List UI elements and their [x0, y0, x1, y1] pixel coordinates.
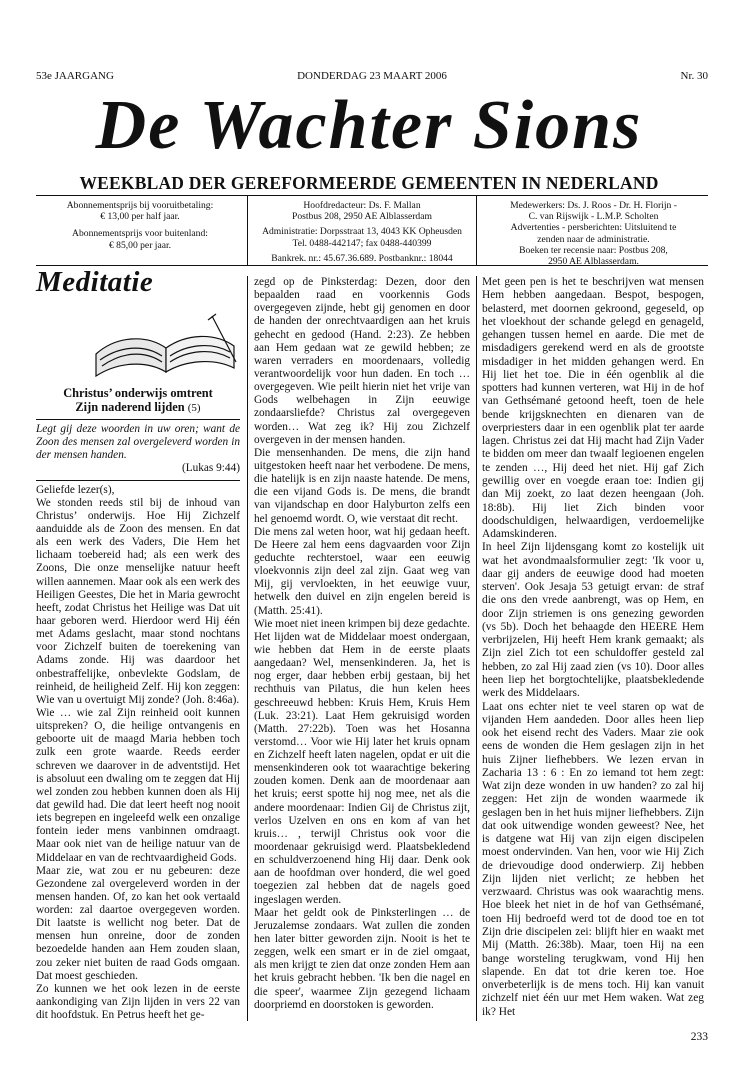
article-title — [36, 386, 240, 415]
contributors-line: zenden naar de administratie. — [537, 233, 650, 245]
article-title-line-2: Zijn naderend lijden — [75, 400, 185, 414]
contributors-line: Advertenties - persberichten: Uitsluitend te — [510, 222, 677, 234]
editor-line: Tel. 0488-442147; fax 0488-440399 — [292, 237, 432, 249]
column-divider-2 — [476, 276, 477, 1021]
column-divider-1 — [247, 276, 248, 1021]
article-part-number: (5) — [187, 402, 201, 414]
header-topline — [36, 70, 708, 84]
article-column-1 — [36, 266, 240, 1022]
contributors-line: 2950 AE Alblasserdam. — [548, 256, 639, 268]
editor-line: Bankrek. nr.: 45.67.36.689. Postbanknr.: 18044 — [271, 252, 453, 264]
title-rule — [36, 419, 240, 420]
article-paragraph: zegd op de Pinksterdag: Dezen, door den bepaalden raad en voorkennis Gods overgegeven zijnde, hebt gij genomen en door de handen der onrechtvaardigen aan het kruis gehecht en gedood (Hand. 2:23). Ze hebben aan Hem gedaan wat ze gewild hebben; ze waren verraders en moordenaars, volledig verantwoordelijk voor hun daden. En toch … overgegeven. Wie peilt hierin niet het vrije van Gods welbehagen in Zijn eeuwige zondaarsliefde? Christus zal overgegeven worden… Wat zeg ik? Hij zou Zichzelf overgeven in der mensen handen. — [254, 276, 470, 446]
article-paragraph: Zo kunnen we het ook lezen in de eerste aankondiging van Zijn lijden in vers 22 van dit hoofdstuk. En Petrus heeft het ge- — [36, 982, 240, 1022]
article-column-2 — [254, 276, 470, 1012]
subscription-line: € 85,00 per jaar. — [108, 239, 172, 251]
subscription-line: Abonnementsprijs bij vooruitbetaling: — [66, 200, 214, 211]
editor-info — [252, 200, 472, 264]
contributors-line: C. van Rijswijk - L.M.P. Scholten — [528, 211, 659, 223]
article-paragraph: Maar het geldt ook de Pinksterlingen … de Jeruzalemse zondaars. Wat zullen die zonden hen later bitter geworden zijn. Nooit is het te zeggen, welk een smart er in de ziel omgaat, als men krijgt te zien dat onze zonden Hem aan het kruis gebracht hebben. 'Ik ben die nagel en die speer', waarmee Zijn gezegend lichaam doorpriemd en doorstoken is geworden. — [254, 906, 470, 1011]
subscription-line: € 13,00 per half jaar. — [100, 211, 180, 223]
article-paragraph: Geliefde lezer(s), — [36, 483, 115, 496]
article-paragraph: Met geen pen is het te beschrijven wat mensen Hem hebben aangedaan. Bespot, bespogen, belasterd, met doornen gekroond, gegeseld, op het vloekhout der schande gelegd en genageld, gehangen tussen hemel en aarde. Die met de misdadigers gerekend werd en als de grootste misdadiger in het midden gehangen werd. En Hij liet het toe. Die in één ogenblik al die spotters had kunnen verteren, wat Hij in de hof van Gethsémané getoond heeft, toen de hele bende krijgsknechten en dienaren van de overpriesters daar in een ogenblik plat ter aarde lagen. Christus zei dat Hij macht had Zijn Vader te bidden om meer dan twaalf legioenen engelen te zenden …, Hij deed het niet. Hij gaf Zich gewillig over en voegde eraan toe: Indien gij dan Mij zoekt, zo laat dezen heengaan (Joh. 18:8b). Hij liet Zich binden voor doodschuldigen, helwaardigen, verdoemelijke Adamskinderen. — [482, 276, 704, 541]
editor-line: Hoofdredacteur: Ds. F. Mallan — [303, 200, 421, 211]
meditatie-banner — [36, 266, 240, 382]
article-paragraph: Wie … wie zal Zijn reinheid ooit kunnen uitspreken? O, die heilige ontvangenis en geboorte uit de maagd Maria hebben toch zulk een grote waarde. Reeds eerder schreven we daarover in de adventstijd. Het is absoluut een dwaling om te zeggen dat Hij wel zonden zou hebben kunnen doen als Hij dat gewild had. Die dat leert heeft nog nooit iets begrepen en ingeleefd welk een onzalige fontein ieder mens vanbinnen omdraagt. Maar ook niet van de heilige natuur van de Middelaar en van de rechtvaardigheid Gods. — [36, 706, 240, 864]
contributors-line: Boeken ter recensie naar: Postbus 208, — [519, 244, 668, 256]
article-paragraph: In heel Zijn lijdensgang komt zo kostelijk uit wat het avondmaalsformulier zegt: 'Ik voor u, daar gij anders de eeuwige dood had moeten sterven'. Ook Jesaja 53 getuigt ervan: de straf die ons den vrede aanbrengt, was op Hem, en door Zijn striemen is ons genezing geworden (vs 5b). Doch het behaagde den HEERE Hem verbrijzelen, Hij heeft Hem krank gemaakt; als Zijn ziel Zich tot een schuldoffer gesteld zal hebben, zo zal Hij zaad zien (vs 10). Door alles heen liep het borgtochtelijke, plaatsbekledende werk des Middelaars. — [482, 541, 704, 700]
meditatie-heading: Meditatie — [36, 266, 154, 298]
scripture-reference: (Lukas 9:44) — [181, 462, 240, 475]
editor-line: Administratie: Dorpsstraat 13, 4043 KK Opheusden — [262, 226, 462, 238]
editor-line: Postbus 208, 2950 AE Alblasserdam — [292, 211, 432, 223]
masthead-subtitle: WEEKBLAD DER GEREFORMEERDE GEMEENTEN IN NEDERLAND — [79, 173, 659, 193]
info-divider-1 — [247, 196, 248, 265]
subscription-line: Abonnementsprijs voor buitenland: — [72, 228, 208, 240]
volume-label: 53e JAARGANG — [36, 70, 114, 82]
article-paragraph: Die mensenhanden. De mens, die zijn hand uitgestoken heeft naar het verbodene. De mens, die hatelijk is en zijn naaste hatende. De mens, die een vijand Gods is. De mens, die brandt van vijandschap en door Halyburton zelfs een hel genoemd wordt. O, wie verstaat dit recht. — [254, 446, 470, 525]
issue-number: Nr. 30 — [680, 70, 708, 82]
masthead-title: De Wachter Sions — [95, 87, 643, 164]
article-title-line-1: Christus’ onderwijs omtrent — [63, 386, 213, 400]
issue-date: DONDERDAG 23 MAART 2006 — [297, 70, 447, 82]
open-bible-icon — [36, 266, 240, 382]
article-column-3 — [482, 276, 704, 1019]
article-paragraph: Die mens zal weten hoor, wat hij gedaan heeft. De Heere zal hem eens dagvaarden voor Zijn geduchte rechterstoel, waar een eeuwig vloekvonnis zijn deel zal zijn. Gaat weg van Mij, gij vervloekten, in het eeuwige vuur, hetwelk den duivel en zijn engelen bereid is (Matth. 25:41). — [254, 525, 470, 617]
article-paragraph: We stonden reeds stil bij de inhoud van Christus’ onderwijs. Hoe Hij Zichzelf aanduidde als de Zoon des mensen. En dat als een werk des Vaders, Die Hem het lichaam toebereid had; als een werk des Zoons, Die onze menselijke natuur heeft willen aannemen. Maar ook als een werk des Heiligen Geestes, Die het in Maria gewrocht heeft, zodat Christus het Heilige was Dat uit haar geboren werd. Hierdoor werd Hij één met Adams geslacht, maar stond nochtans voor Zichzelf buiten de toerekening van Adams zonde. Hij was daardoor het onbestraffelijke, onbevlekte Godslam, de reinheid, de heiligheid Zelf. Hij kon zeggen: Wie van u overtuigt Mij zonde? (Joh. 8:46a). — [36, 496, 240, 706]
subscription-info — [38, 200, 242, 251]
contributors-info — [481, 200, 706, 267]
article-paragraph: Laat ons echter niet te veel staren op wat de vijanden Hem aandeden. Door alles heen liep ook het eisend recht des Vaders. Maar zie ook eens de wonden die Hem geslagen zijn in het huis Zijner liefhebbers. We lezen ervan in Zacharia 13 : 6 : En zo iemand tot hem zegt: Wat zijn deze wonden in uw handen? zo zal hij zeggen: Het zijn de wonden waarmede ik geslagen ben in het huis mijner liefhebbers. Zijn dat ook uitwendige wonden geweest? Nee, het is datgene wat Hij van zijn eigen discipelen moest ondervinden. Van hen, voor wie Hij Zich de drievoudige dood onderwierp. Zij hebben Zijn lijden niet verlicht; ze hebben het verzwaard. Christus was ook waarachtig mens. Hoe bleek het niet in de hof van Gethsémané, toen Hij bedroefd werd tot de dood toe en tot Zijn drie discipelen zei: blijft hier en waakt met Mij (Matth. 26:38b). Maar, toen Hij na een bange worsteling terugkwam, vond Hij hen slapende. En dat tot drie keren toe. Hoe onverbeterlijk is de mens toch. Hij kan vanuit zichzelf niet één uur met Hem waken. Wat zeg ik? Het — [482, 700, 704, 1018]
quote-rule — [36, 480, 240, 481]
article-paragraph: Maar zie, wat zou er nu gebeuren: deze Gezondene zal overgeleverd worden in der mensen handen. Of, zo kan het ook vertaald worden: zal daartoe overgegeven worden. Dit laatste is wellicht nog beter. Dat de mensen hun onreine, door de zonden bezoedelde handen aan Hem zouden slaan, zou zeker niet buiten de raad Gods omgaan. Dat moest geschieden. — [36, 864, 240, 982]
info-divider-2 — [476, 196, 477, 265]
header-rule-top — [36, 195, 708, 196]
page-number: 233 — [690, 1031, 708, 1043]
article-paragraph: Wie moet niet ineen krimpen bij deze gedachte. Het lijden wat de Middelaar moest ondergaan, wie hebben dat Hem in de eerste plaats aangedaan? Wel, mensenkinderen. Ja, het is nog erger, daar hebben erbij gestaan, bij het rechthuis van Pilatus, die hun kelen hees geschreeuwd hebben: Kruis Hem, Kruis Hem (Luk. 23:21). Laat Hem gekruisigd worden (Matth. 27:22b). Toen was het Hosanna verstomd… Voor wie Hij later het kruis opnam en Zichzelf heeft laten nagelen, opdat er uit die mensenkinderen ook tot waarachtige bekering zouden komen. Denk aan de moordenaar aan het kruis; eerst spotte hij nog mee, net als die andere moordenaar: Indien Gij de Christus zijt, verlos Uzelven en ons en kom af van het kruis… , terwijl Christus ook voor die moordenaar gekruisigd werd. Plaatsbekledend en schuldverzoenend hing Hij daar. Denk ook aan de hoofdman over honderd, die wel goed toegezien zal hebben dat de nagels goed ingeslagen werden. — [254, 617, 470, 906]
scripture-quote: Legt gij deze woorden in uw oren; want de Zoon des mensen zal overgeleverd worden in der mensen handen. — [36, 423, 240, 462]
contributors-line: Medewerkers: Ds. J. Roos - Dr. H. Florijn - — [510, 200, 677, 211]
